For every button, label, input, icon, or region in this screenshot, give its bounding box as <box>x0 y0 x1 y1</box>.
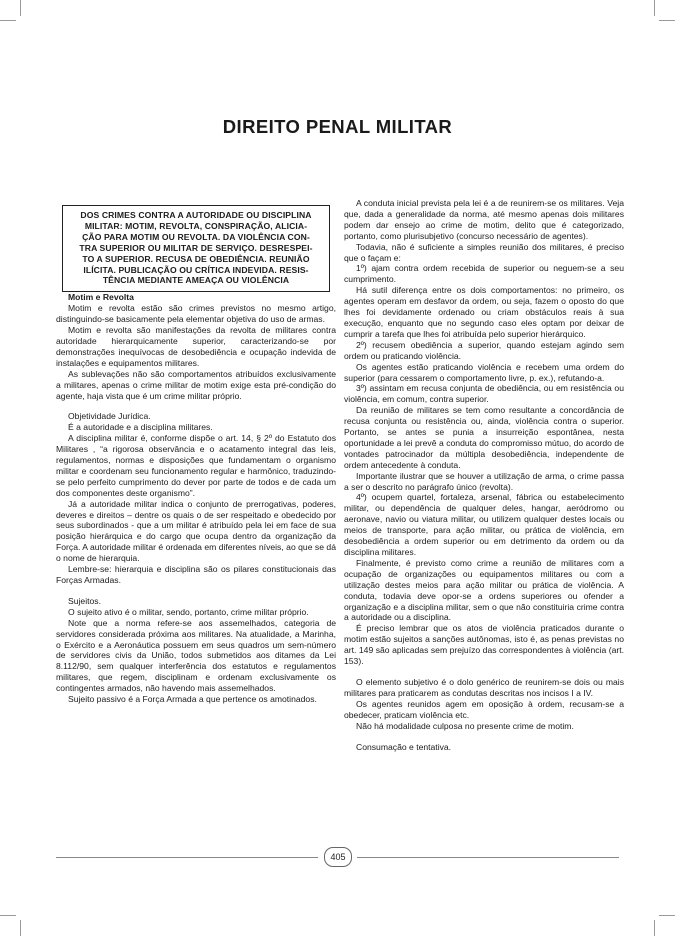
heading-line: TO A SUPERIOR. RECUSA DE OBEDIÊNCIA. REUNIÃO <box>82 253 310 264</box>
paragraph: 2º) recusem obediência a superior, quando estejam agindo sem ordem ou praticando violência. <box>344 339 624 361</box>
crop-mark <box>654 0 655 16</box>
paragraph: É a autoridade e a disciplina militares. <box>68 422 213 433</box>
paragraph: Já a autoridade militar indica o conjunto de prerrogativas, poderes, deveres e direitos – dentre os quais o de ser respeitado e obedecido por seus subordinados - que a um militar é atribuído pela lei em face de sua posição hierárquica e do cargo que ocupa dentro da organização da Força. A autoridade militar é ordenada em diferentes níveis, ao que se dá o nome de hierarquia. <box>56 498 336 564</box>
heading-line: MILITAR: MOTIM, REVOLTA, CONSPIRAÇÃO, ALICIA- <box>84 220 308 231</box>
footer-rule-right <box>357 857 619 858</box>
heading-line: ILÍCITA. PUBLICAÇÃO OU CRÍTICA INDEVIDA. RESIS- <box>83 264 309 275</box>
paragraph: As sublevações não são comportamentos atribuídos exclusivamente a militares, apenas o crime militar de motim exige esta pré-condição do agente, haja vista que é um crime militar próprio. <box>56 368 336 401</box>
left-column <box>56 198 336 705</box>
paragraph: Sujeito passivo é a Força Armada a que pertence os amotinados. <box>68 694 317 705</box>
paragraph: Os agentes reunidos agem em oposição à ordem, recusam-se a obedecer, praticam violência etc. <box>344 698 624 720</box>
heading-line: TRA SUPERIOR OU MILITAR DE SERVIÇO. DESRESPEI- <box>79 242 313 253</box>
right-column <box>344 198 624 752</box>
paragraph: 4º) ocupem quartel, fortaleza, arsenal, fábrica ou estabelecimento militar, ou dependência de qualquer deles, hangar, aeródromo ou aeronave, navio ou viatura militar, ou utilizem qualquer destes locais ou meios de transporte, para ação militar, ou prática de violência, em desobediência a ordem superior ou em detrimento da ordem ou da disciplina militares. <box>344 492 624 557</box>
paragraph: Da reunião de militares se tem como resultante a concordância de recusa conjunta ou resistência ou, ainda, violência contra o superior. Portanto, se antes se punia a insurreição espontânea, nesta oportunidade a lei prevê a conduta do compromisso mútuo, do acordo de vontades patrocinador da múltipla desobediência, independente de ordem antecedente à conduta. <box>344 405 624 470</box>
paragraph: Todavia, não é suficiente a simples reunião dos militares, é preciso que o façam e: <box>344 241 624 263</box>
paragraph: É preciso lembrar que os atos de violência praticados durante o motim estão sujeitos a sanções autônomas, isto é, as penas previstas no art. 149 são aplicadas sem prejuízo das correspondentes à violência (art. 153). <box>344 623 624 667</box>
paragraph: Importante ilustrar que se houver a utilização de arma, o crime passa a ser o descrito no parágrafo único (revolta). <box>344 470 624 492</box>
paragraph: Note que a norma refere-se aos assemelhados, categoria de servidores considerada próxima aos militares. Na atualidade, a Marinha, o Exército e a Aeronáutica possuem em seus quadros um sem-número de servidores civis da União, todos submetidos aos ditames da Lei 8.112/90, sem qualquer interferência dos estatutos e regulamentos militares, que regem, disciplinam e ordenam exclusivamente os contingentes armados, não havendo mais assemelhados. <box>56 617 336 694</box>
paragraph: Finalmente, é previsto como crime a reunião de militares com a ocupação de organizações ou equipamentos militares ou com a utilização destes meios para ação militar ou prática de violência. A conduta, todavia deve opor-se a ordens superiores ou ofender a organização e a disciplina militar, sem o que não constituiria crime contra a autoridade ou a disciplina. <box>344 557 624 623</box>
crop-mark <box>0 915 16 916</box>
paragraph: Consumação e tentativa. <box>356 741 452 752</box>
crop-mark <box>20 0 21 16</box>
paragraph: Os agentes estão praticando violência e recebem uma ordem do superior (para cessarem o comportamento livre, p. ex.), refutando-a. <box>344 361 624 383</box>
paragraph: Lembre-se: hierarquia e disciplina são os pilares constitucionais das Forças Armadas. <box>56 564 336 585</box>
heading-line: TÊNCIA MEDIANTE AMEAÇA OU VIOLÊNCIA <box>102 275 290 286</box>
paragraph: O elemento subjetivo é o dolo genérico de reunirem-se dois ou mais militares para praticarem as condutas descritas nos incisos I a IV. <box>344 676 624 698</box>
heading-line: ÇÃO PARA MOTIM OU REVOLTA. DA VIOLÊNCIA CON- <box>82 231 310 242</box>
heading-line: DOS CRIMES CONTRA A AUTORIDADE OU DISCIPLINA <box>80 210 312 220</box>
crop-mark <box>659 20 675 21</box>
paragraph: O sujeito ativo é o militar, sendo, portanto, crime militar próprio. <box>68 606 309 617</box>
crop-mark <box>659 915 675 916</box>
paragraph: Objetividade Jurídica. <box>68 411 151 422</box>
paragraph: 3º) assintam em recusa conjunta de obediência, ou em resistência ou violência, em comum, contra superior. <box>344 383 624 405</box>
paragraph: Há sutil diferença entre os dois comportamentos: no primeiro, os agentes operam em desfavor da ordem, ou seja, fazem o oposto do que lhes foi devidamente ordenado ou criam obstáculos reais à sua execução, enquanto que no segundo caso eles optam por deixar de cumprir a tarefa que lhes foi atribuída pelo superior hierárquico. <box>344 285 624 339</box>
crop-mark <box>20 920 21 936</box>
footer-rule-left <box>56 857 318 858</box>
paragraph: Sujeitos. <box>68 595 101 606</box>
paragraph: Motim e revolta estão são crimes previstos no mesmo artigo, distinguindo-se basicamente pela elementar objetiva do uso de armas. <box>56 303 336 325</box>
page-number: 405 <box>324 847 352 867</box>
crop-mark <box>654 920 655 936</box>
paragraph: Não há modalidade culposa no presente crime de motim. <box>356 720 574 731</box>
page-title: DIREITO PENAL MILITAR <box>222 116 453 137</box>
paragraph: A disciplina militar é, conforme dispõe o art. 14, § 2º do Estatuto dos Militares , “a rigorosa observância e o acatamento integral das leis, regulamentos, normas e disposições que fundamentam o organismo militar e coordenam seu funcionamento regular e harmônico, traduzindo-se pelo perfeito cumprimento do dever por parte de todos e de cada um dos componentes deste organismo”. <box>56 433 336 498</box>
paragraph: A conduta inicial prevista pela lei é a de reunirem-se os militares. Veja que, dada a generalidade da norma, até mesmo apenas dois militares podem dar ensejo ao crime de motim, delito que é categorizado, portanto, como plurisubjetivo (concurso necessário de agentes). <box>344 198 624 241</box>
section-subheading: Motim e Revolta <box>68 292 134 303</box>
paragraph: 1º) ajam contra ordem recebida de superior ou neguem-se a seu cumprimento. <box>344 263 624 285</box>
crop-mark <box>0 20 16 21</box>
chapter-heading-box <box>62 205 330 292</box>
paragraph: Motim e revolta são manifestações da revolta de militares contra autoridade hierarquicamente superior, caracterizando-se por demonstrações inequívocas de desobediência e ocupação indevida de instalações e equipamentos militares. <box>56 325 336 368</box>
